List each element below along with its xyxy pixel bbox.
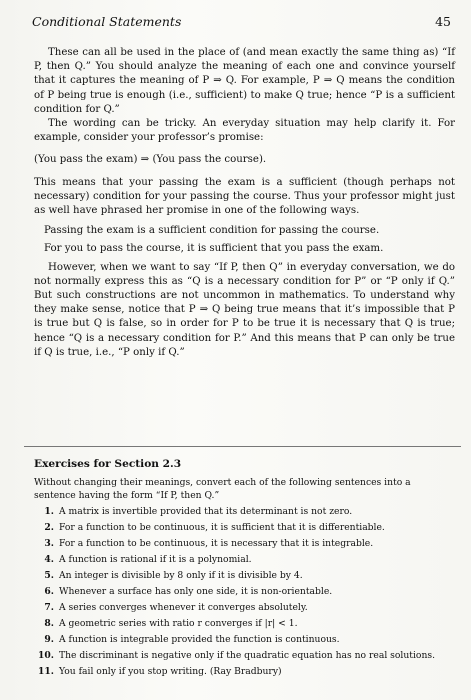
paragraph-1: These can all be used in the place of (and mean exactly the same thing as) “If P, then Q.” You should analyze the meaning of each one and convince yourself that it captures the meaning of P ⇒ Q. For example, P ⇒ Q means the condition of P being true is enough (i.e., sufficient) to make Q true; hence “P is a sufficient condition for Q.” (34, 47, 455, 115)
running-header (32, 14, 451, 29)
exercise-item (34, 632, 455, 648)
exercise-text: A matrix is invertible provided that its determinant is not zero. (59, 506, 353, 517)
exercise-number: 9. (44, 634, 54, 645)
exercise-item (34, 552, 455, 568)
main-text (34, 46, 455, 360)
exercises-section (34, 456, 455, 680)
chapter-title: Conditional Statements (32, 14, 182, 29)
example-2: For you to pass the course, it is sufficient that you pass the exam. (44, 243, 384, 255)
exercise-text: An integer is divisible by 8 only if it is divisible by 4. (59, 570, 303, 581)
exercise-number: 10. (38, 650, 54, 661)
exercise-item (34, 568, 455, 584)
exercise-item (34, 520, 455, 536)
exercise-number: 6. (44, 586, 54, 597)
exercise-item (34, 584, 455, 600)
exercise-text: A function is integrable provided the function is continuous. (59, 634, 340, 645)
exercise-text: You fail only if you stop writing. (Ray Bradbury) (59, 666, 282, 677)
exercise-text: A series converges whenever it converges absolutely. (59, 602, 308, 613)
exercises-intro: Without changing their meanings, convert each of the following sentences into a sentence having the form “If P, then Q.” (34, 477, 411, 501)
exercise-text: Whenever a surface has only one side, it is non-orientable. (59, 586, 333, 597)
exercise-number: 8. (44, 618, 54, 629)
promise-statement: (You pass the exam) ⇒ (You pass the course). (34, 154, 267, 166)
exercise-item (34, 616, 455, 632)
exercise-number: 2. (44, 522, 54, 533)
exercise-number: 4. (44, 554, 54, 565)
section-divider (24, 446, 461, 447)
exercise-item (34, 536, 455, 552)
exercise-item (34, 648, 455, 664)
example-1: Passing the exam is a sufficient condition for passing the course. (44, 225, 380, 237)
example-phrasings (44, 224, 455, 256)
exercise-number: 11. (38, 666, 54, 677)
exercise-item (34, 504, 455, 520)
paragraph-3: This means that your passing the exam is a sufficient (though perhaps not necessary) condition for your passing the course. Thus your professor might just as well have phrased her promise in one of the following ways. (34, 176, 455, 217)
exercise-number: 5. (44, 570, 54, 581)
exercise-text: The discriminant is negative only if the quadratic equation has no real solutions. (59, 650, 435, 661)
exercise-number: 3. (44, 538, 54, 549)
exercise-number: 7. (44, 602, 54, 613)
exercise-text: A geometric series with ratio r converges if |r| < 1. (59, 618, 298, 629)
exercise-text: A function is rational if it is a polynomial. (59, 554, 252, 565)
exercise-number: 1. (44, 506, 54, 517)
exercise-list (34, 504, 455, 680)
exercise-text: For a function to be continuous, it is sufficient that it is differentiable. (59, 522, 385, 533)
exercise-text: For a function to be continuous, it is necessary that it is integrable. (59, 538, 374, 549)
exercise-item (34, 600, 455, 616)
exercises-heading: Exercises for Section 2.3 (34, 458, 182, 470)
paragraph-2: The wording can be tricky. An everyday situation may help clarify it. For example, consider your professor’s promise: (34, 118, 455, 144)
paragraph-4: However, when we want to say “If P, then Q” in everyday conversation, we do not normally express this as “Q is a necessary condition for P” or “P only if Q.” But such constructions are not uncommon in mathematics. To understand why they make sense, notice that P ⇒ Q being true means that it’s impossible that P is true but Q is false, so in order for P to be true it is necessary that Q is true; hence “Q is a necessary condition for P.” And this means that P can only be true if Q is true, i.e., “P only if Q.” (34, 261, 455, 358)
page-number: 45 (435, 14, 451, 29)
exercise-item (34, 664, 455, 680)
